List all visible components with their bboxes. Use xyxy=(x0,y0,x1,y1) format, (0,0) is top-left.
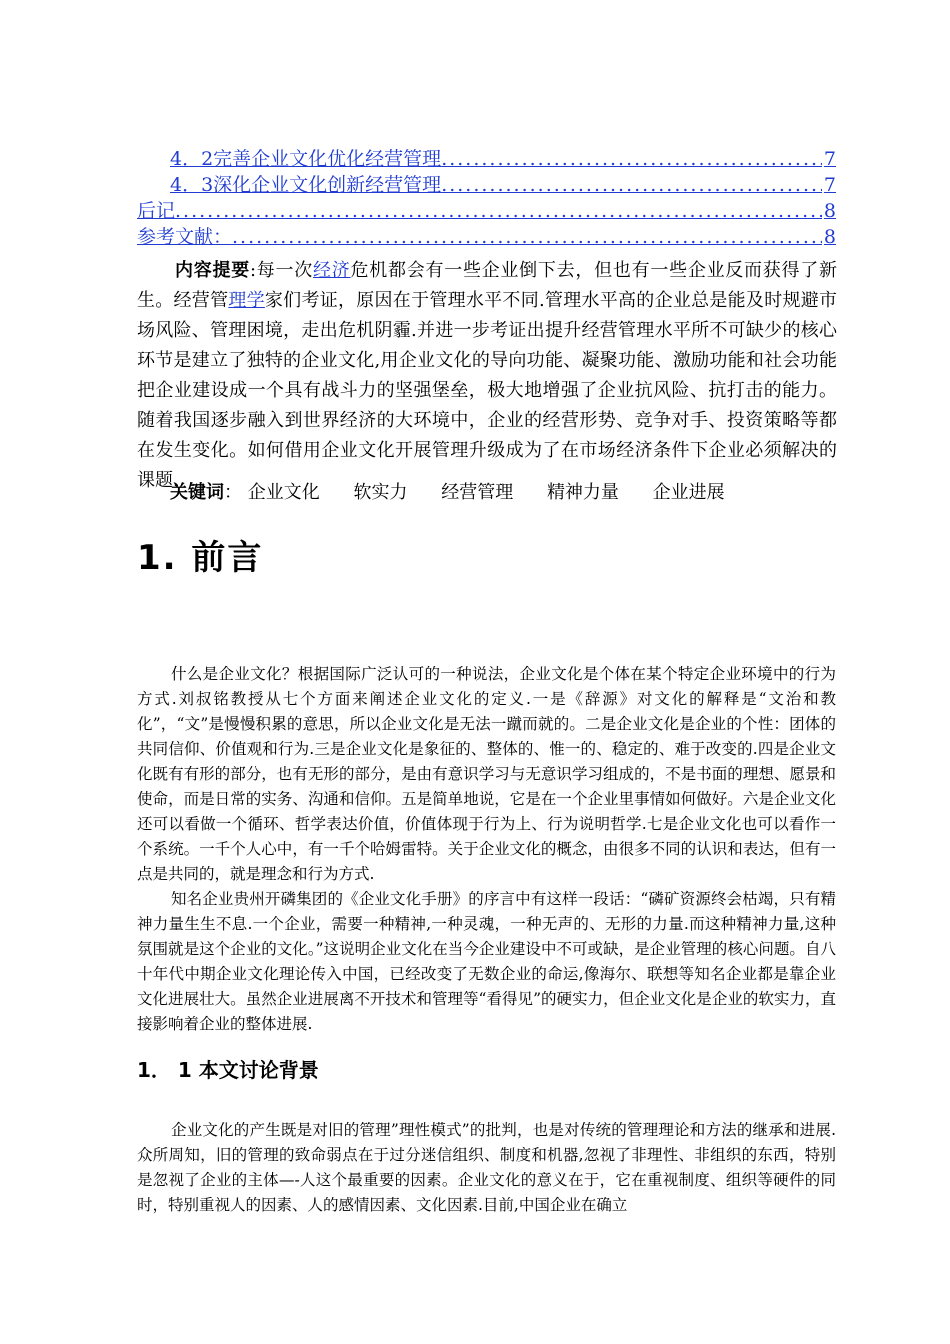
body-paragraph: 企业文化的产生既是对旧的管理”理性模式”的批判，也是对传统的管理理论和方法的继承和进展.众所周知，旧的管理的致命弱点在于过分迷信组织、制度和机器,忽视了非理性、非组织的东西，特别是忽视了企业的主体—-人这个最重要的因素。企业文化的意义在于，它在重视制度、组织等硬件的同时，特别重视人的因素、人的感情因素、文化因素.目前,中国企业在确立 xyxy=(137,1121,836,1214)
toc-leader-dots xyxy=(441,172,822,198)
toc-leader-dots xyxy=(441,146,822,172)
keywords-line xyxy=(170,478,753,508)
abstract-text: 危机都会有一些企业倒下去，但也有一些企业反而获得了新生。经营管 xyxy=(137,260,838,311)
toc-entry-title[interactable]: 后记 xyxy=(137,200,176,222)
toc-leader-dots xyxy=(232,224,822,250)
keyword: 企业进展 xyxy=(652,482,725,503)
toc-entry-title[interactable]: 4．2完善企业文化优化经营管理 xyxy=(170,148,442,170)
management-science-link[interactable]: 理学 xyxy=(228,290,265,311)
toc-entry-page[interactable]: 8 xyxy=(823,226,836,248)
toc-entry-page[interactable]: 7 xyxy=(823,174,836,196)
body-paragraph: 什么是企业文化？根据国际广泛认可的一种说法，企业文化是个体在某个特定企业环境中的行为方式.刘叔铭教授从七个方面来阐述企业文化的定义.一是《辞源》对文化的解释是“文治和教化”，“文”是慢慢积累的意思，所以企业文化是无法一蹴而就的。二是企业文化是企业的个性：团体的共同信仰、价值观和行为.三是企业文化是象征的、整体的、惟一的、稳定的、难于改变的.四是企业文化既有有形的部分，也有无形的部分，是由有意识学习与无意识学习组成的，不是书面的理想、愿景和使命，而是日常的实务、沟通和信仰。五是简单地说，它是在一个企业里事情如何做好。六是企业文化还可以看做一个循环、哲学表达价值，价值体现于行为上、行为说明哲学.七是企业文化也可以看作一个系统。一千个人心中，有一千个哈姆雷特。关于企业文化的概念，由很多不同的认识和表达，但有一点是共同的，就是理念和行为方式. xyxy=(137,665,836,883)
keyword: 软实力 xyxy=(353,482,408,503)
keywords-colon: ： xyxy=(224,482,242,503)
body-paragraph: 知名企业贵州开磷集团的《企业文化手册》的序言中有这样一段话：“磷矿资源终会枯竭，只有精神力量生生不息.一个企业，需要一种精神,一种灵魂，一种无声的、无形的力量.而这种精神力量,这种氛围就是这个企业的文化。”这说明企业文化在当今企业建设中不可或缺，是企业管理的核心问题。自八十年代中期企业文化理论传入中国，已经改变了无数企业的命运,像海尔、联想等知名企业都是靠企业文化进展壮大。虽然企业进展离不开技术和管理等“看得见”的硬实力，但企业文化是企业的软实力，直接影响着企业的整体进展. xyxy=(137,890,836,1033)
keyword: 精神力量 xyxy=(546,482,619,503)
abstract-label-colon: : xyxy=(249,260,257,281)
section-heading-preface: 1. 前言 xyxy=(137,538,264,578)
keyword: 企业文化 xyxy=(247,482,320,503)
subsection-heading-background: 1． 1 本文讨论背景 xyxy=(137,1058,319,1082)
keywords-label: 关键词 xyxy=(170,482,224,503)
abstract-text: 每一次 xyxy=(256,260,314,281)
toc-leader-dots xyxy=(175,198,822,224)
keyword: 经营管理 xyxy=(441,482,514,503)
toc-entry[interactable] xyxy=(170,172,836,198)
toc-entry[interactable] xyxy=(170,146,836,172)
toc-entry[interactable] xyxy=(137,198,836,224)
toc-entry-page[interactable]: 7 xyxy=(823,148,836,170)
economy-link[interactable]: 经济 xyxy=(313,260,351,281)
abstract-text: 家们考证，原因在于管理水平不同.管理水平高的企业总是能及时规避市场风险、管理困境，走出危机阴霾.并进一步考证出提升经营管理水平所不可缺少的核心环节是建立了独特的企业文化,用企业文化的导向功能、凝聚功能、激励功能和社会功能把企业建设成一个具有战斗力的坚强堡垒，极大地增强了企业抗风险、抗打击的能力。随着我国逐步融入到世界经济的大环境中，企业的经营形势、竞争对手、投资策略等都在发生变化。如何借用企业文化开展管理升级成为了在市场经济条件下企业必须解决的课题. xyxy=(137,290,838,491)
background-section-text xyxy=(137,1118,836,1218)
toc-entry[interactable] xyxy=(137,224,836,250)
toc-entry-page[interactable]: 8 xyxy=(823,200,836,222)
toc-entry-title[interactable]: 参考文献： xyxy=(137,226,233,248)
toc-entry-title[interactable]: 4．3深化企业文化创新经营管理 xyxy=(170,174,442,196)
abstract-label: 内容提要 xyxy=(175,260,250,281)
abstract-paragraph xyxy=(137,256,837,496)
intro-section-text xyxy=(137,662,836,1037)
